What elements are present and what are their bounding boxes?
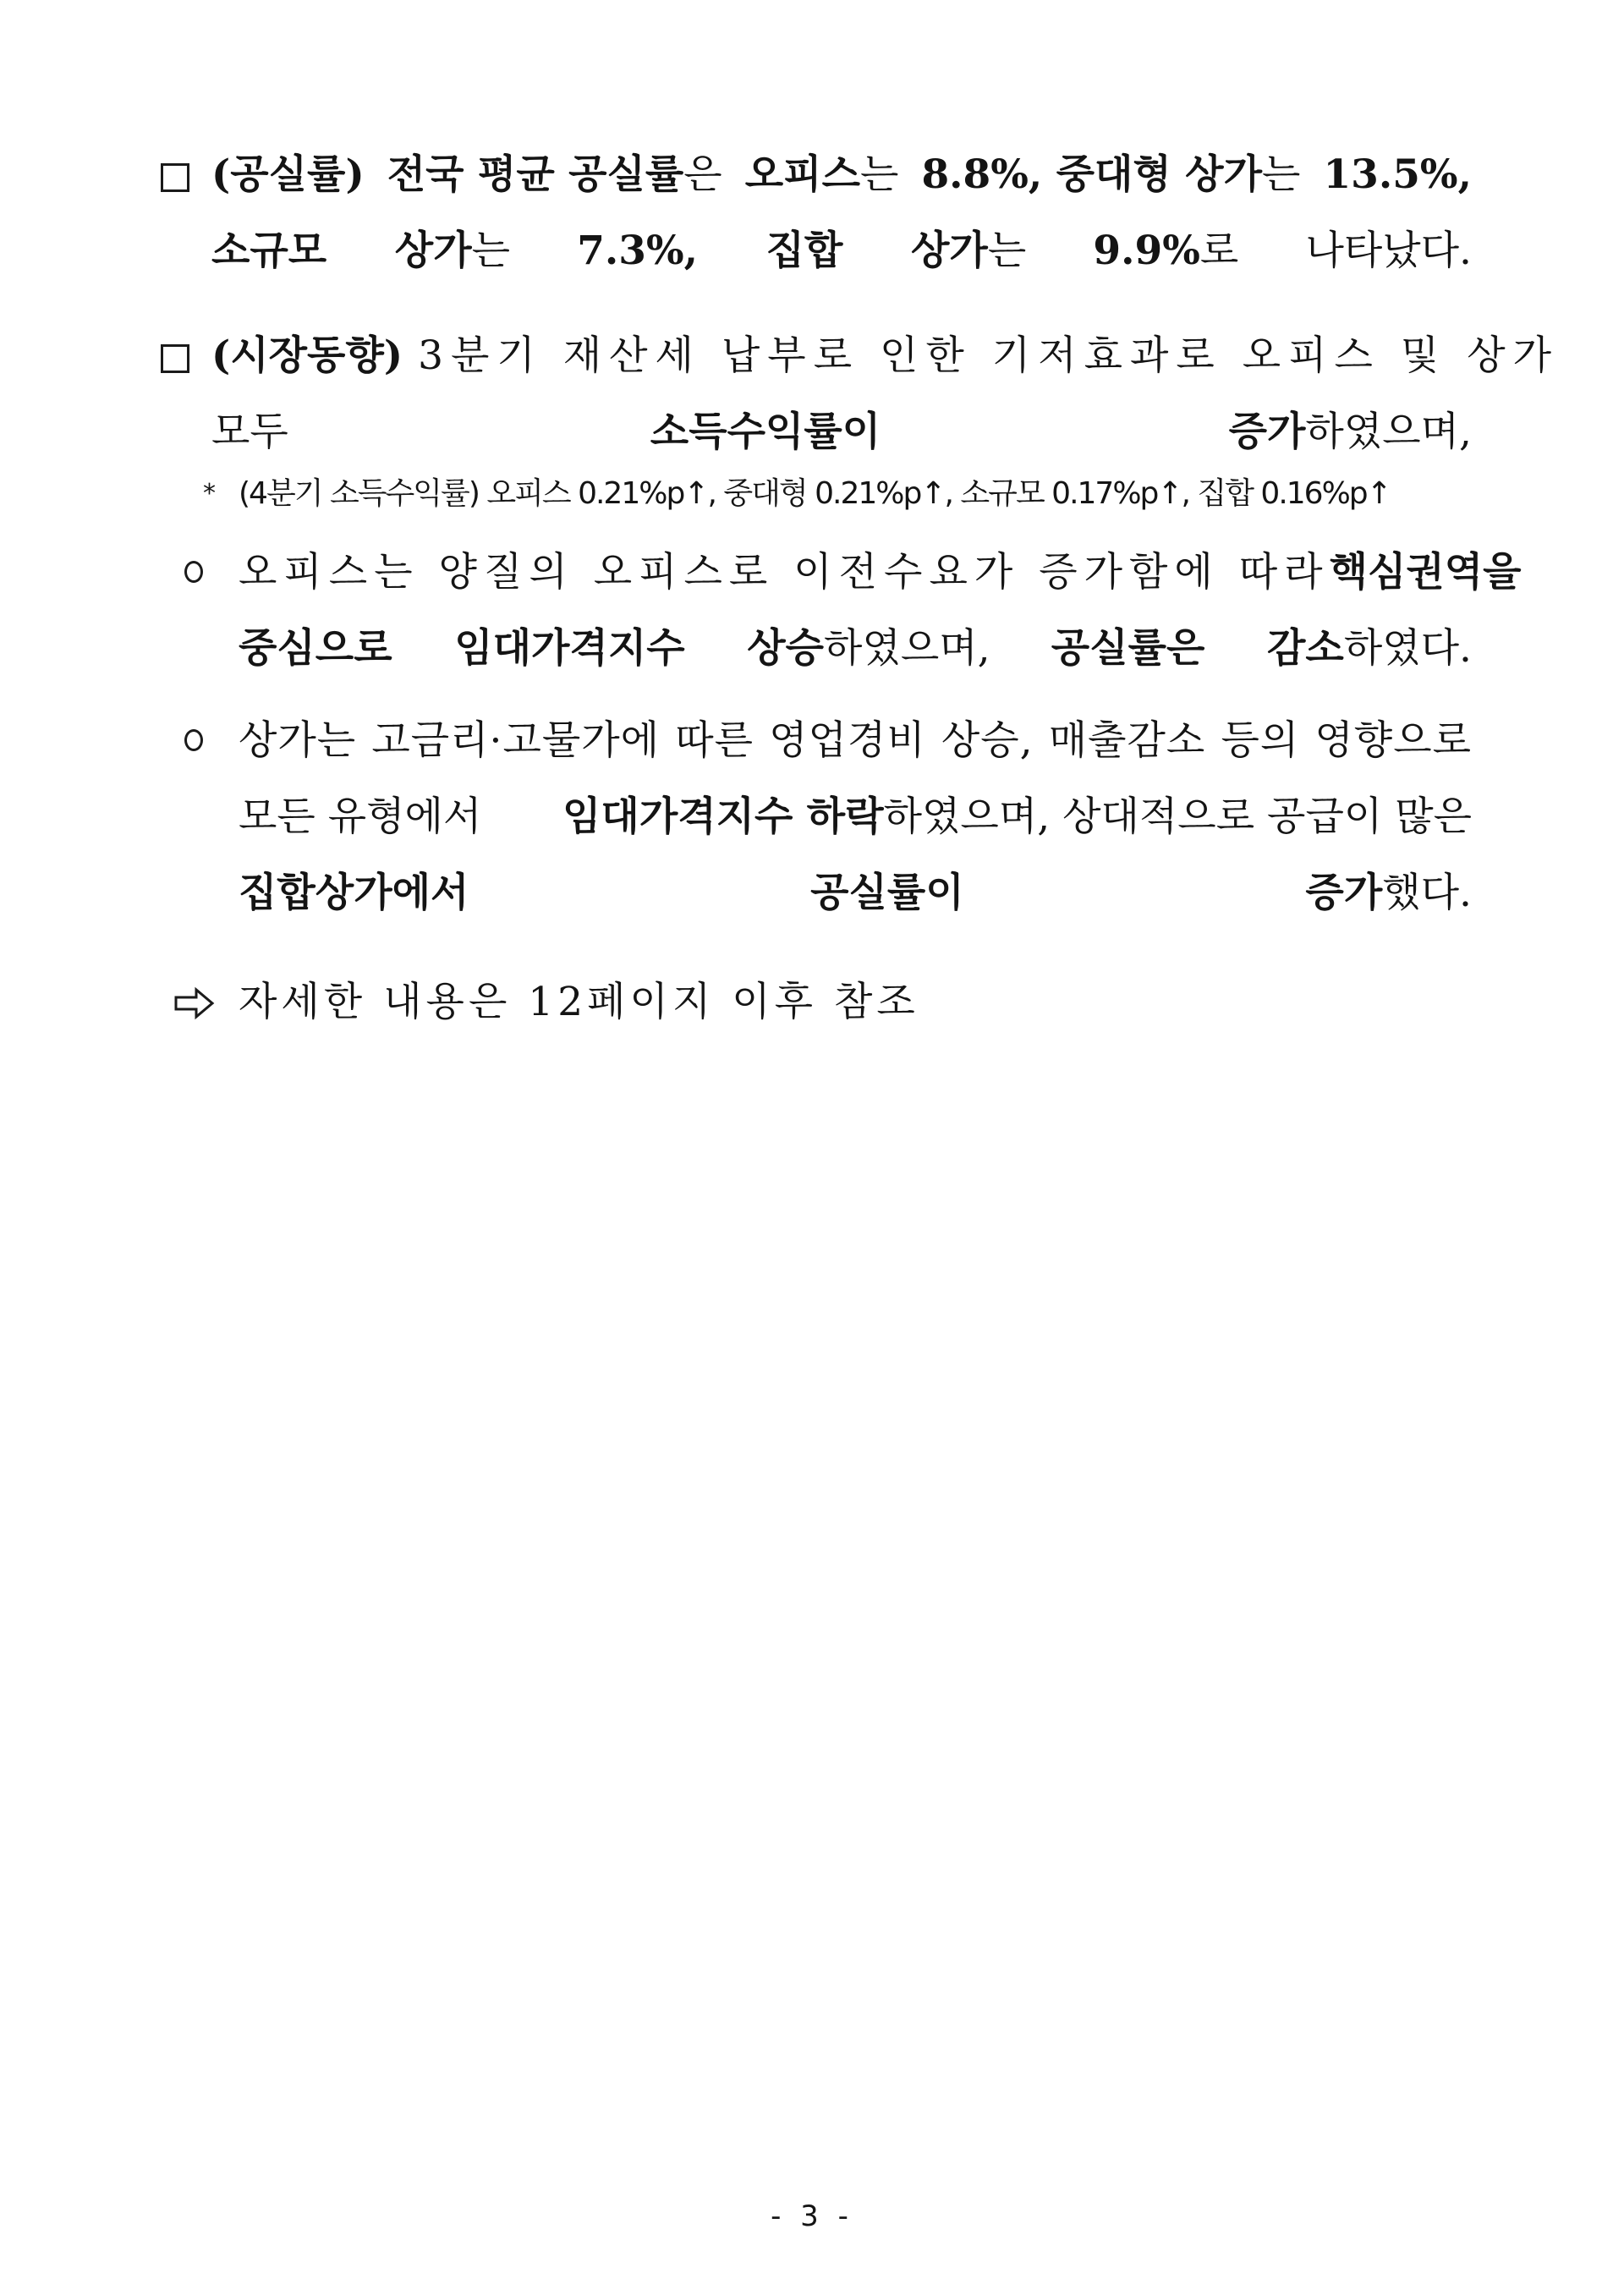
bullet-retail-line-3: 집합상가에서 공실률이 증가했다. (239, 870, 1472, 916)
section-market-trend (211, 318, 1560, 470)
bullet-office-line-1: 오피스는 양질의 오피스로 이전수요가 증가함에 따라 핵심권역을 (239, 549, 1522, 596)
section-vacancy-line-1: (공실률) 전국 평균 공실률은 오피스는 8.8%, 중대형 상가는 13.5%, (211, 137, 1472, 213)
bullet-retail (239, 703, 1472, 931)
section-market-line-2: 모두 소득수익률이 증가하였으며, (211, 409, 1472, 455)
bullet-office (239, 535, 1522, 687)
square-bullet-icon (161, 344, 189, 373)
page-number: - 3 - (771, 2199, 853, 2233)
bullet-retail-line-1: 상가는 고금리·고물가에 따른 영업경비 상승, 매출감소 등의 영향으로 (239, 717, 1472, 764)
section-market-label: (시장동향) (211, 332, 403, 379)
section-vacancy-label: (공실률) (211, 151, 365, 198)
note-asterisk: * (203, 479, 216, 508)
bullet-retail-line-2: 모든 유형에서 임대가격지수 하락하였으며, 상대적으로 공급이 많은 (239, 793, 1472, 840)
right-arrow-icon (174, 986, 215, 1020)
circle-bullet-icon (184, 729, 203, 751)
section-market-line-1: (시장동향) 3분기 재산세 납부로 인한 기저효과로 오피스 및 상가 (211, 318, 1472, 394)
reference-note: 자세한 내용은 12페이지 이후 참조 (239, 979, 919, 1025)
bullet-office-line-2: 중심으로 임대가격지수 상승하였으며, 공실률은 감소하였다. (239, 625, 1472, 672)
square-bullet-icon (161, 163, 189, 192)
circle-bullet-icon (184, 561, 203, 583)
income-return-note: (4분기 소득수익률) 오피스 0.21%p↑, 중대형 0.21%p↑, 소규모 0.17%p↑, 집합 0.16%p↑ (239, 476, 1391, 511)
section-vacancy-line-2: 소규모 상가는 7.3%, 집합 상가는 9.9%로 나타났다. (211, 228, 1472, 274)
section-vacancy (211, 137, 1472, 289)
